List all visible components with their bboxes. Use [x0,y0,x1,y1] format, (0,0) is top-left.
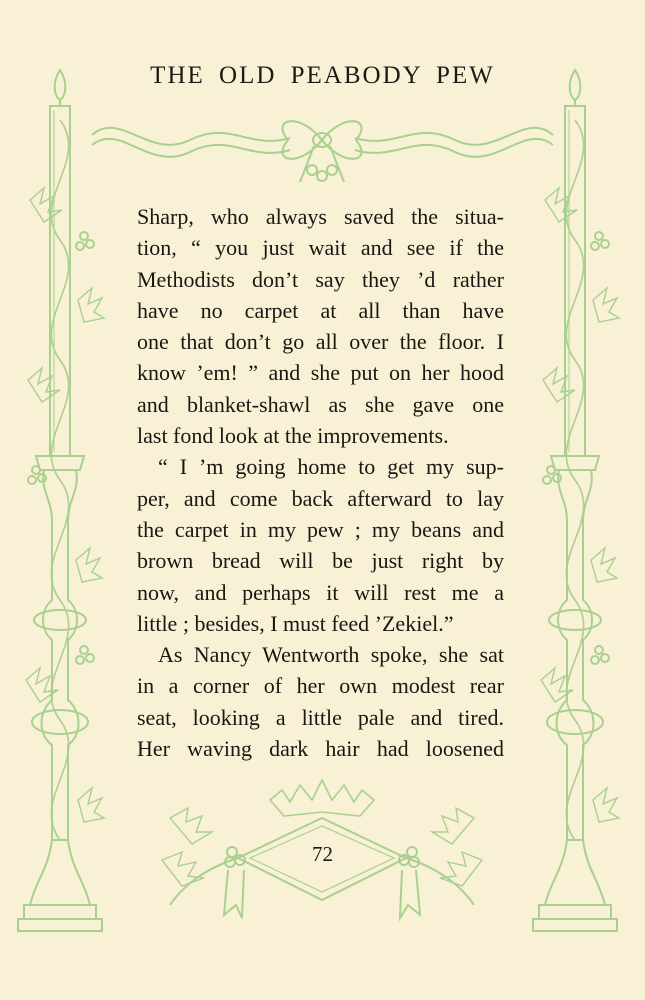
text-line: the carpet in my pew ; my beans and [137,516,504,542]
text-line: per, and come back afterward to lay [137,485,504,511]
text-line: now, and perhaps it will rest me a [137,579,504,605]
text-line: “ I ’m going home to get my sup- [158,454,504,480]
text-line: Her waving dark hair had loosened [137,736,504,762]
text-line: and blanket-shawl as she gave one [137,391,504,417]
text-line: Methodists don’t say they ’d rather [137,266,504,292]
page-number: 72 [312,842,333,866]
right-candlestick-ornament [533,70,619,931]
text-line: have no carpet at all than have [137,297,504,323]
text-line: Sharp, who always saved the situa- [137,204,504,229]
text-line: one that don’t go all over the floor. I [137,329,504,355]
text-line: little ; besides, I must feed ’Zekiel.” [137,610,454,636]
top-ribbon-ornament [92,121,553,182]
text-line: tion, “ you just wait and see if the [137,235,504,261]
left-candlestick-ornament [18,70,104,931]
text-line: As Nancy Wentworth spoke, she sat [158,642,504,668]
text-line: know ’em! ” and she put on her hood [137,360,504,386]
body-text [137,201,504,764]
running-title: THE OLD PEABODY PEW [150,62,495,89]
text-line: seat, looking a little pale and tired. [137,704,504,730]
text-line: in a corner of her own modest rear [137,673,504,699]
text-line: brown bread will be just right by [137,548,504,574]
text-line: last fond look at the improvements. [137,423,449,449]
